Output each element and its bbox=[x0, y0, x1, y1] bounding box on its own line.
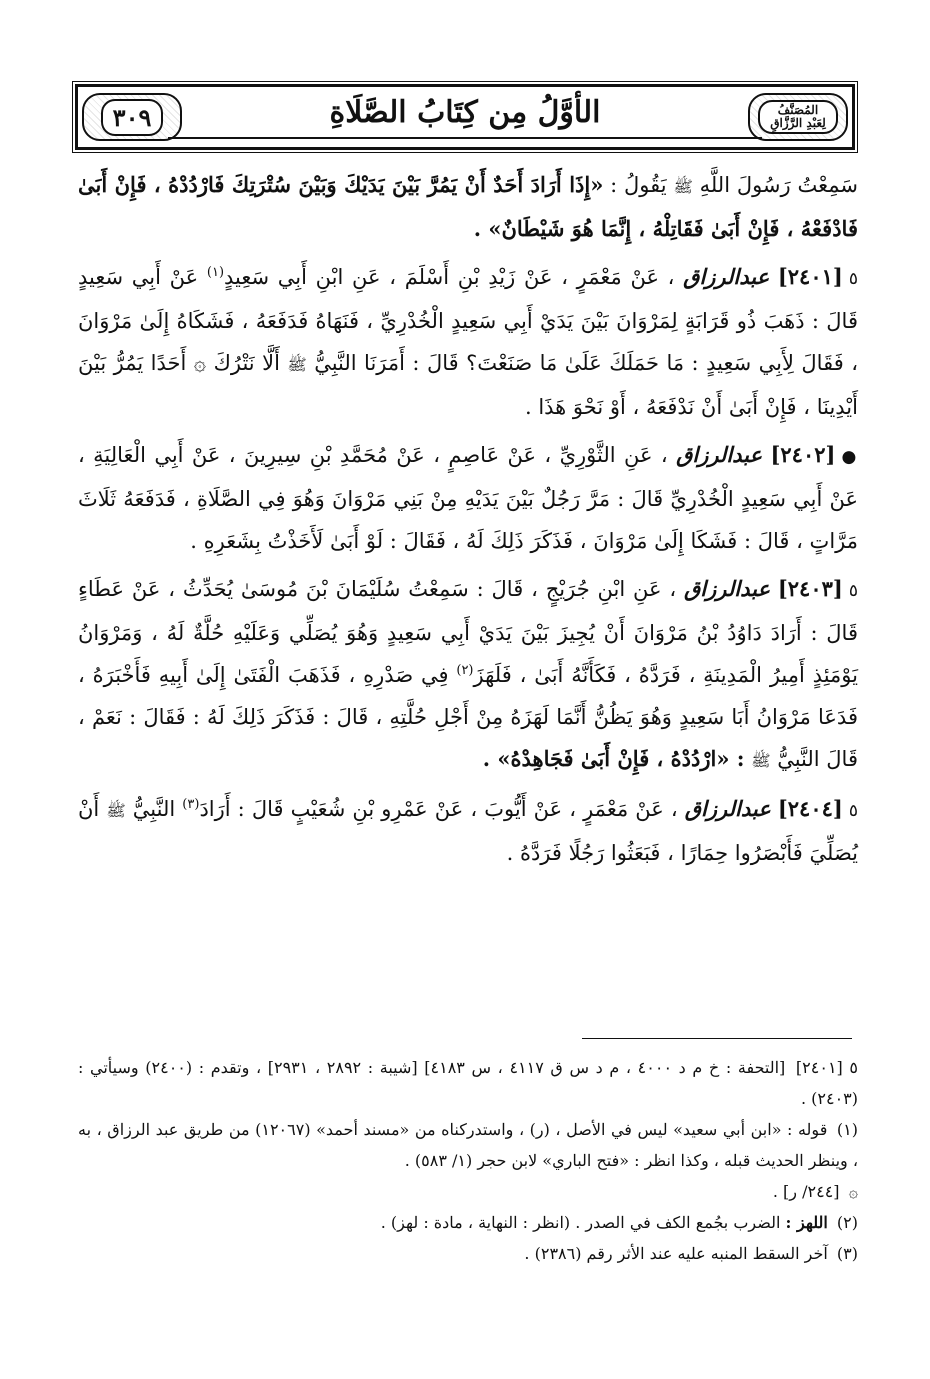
footnote-text: [٢٤٤/ ر] . bbox=[772, 1182, 840, 1201]
intro-text: سَمِعْتُ رَسُولَ اللَّهِ bbox=[699, 173, 858, 197]
salla-glyph: ﷺ bbox=[106, 801, 126, 820]
header-rule bbox=[168, 137, 762, 139]
book-emblem-label bbox=[758, 100, 838, 134]
hadith-marker: ٥ bbox=[848, 581, 858, 601]
footnote-divider bbox=[582, 1038, 852, 1039]
footnotes bbox=[78, 1052, 858, 1269]
hadith-2401 bbox=[78, 256, 858, 428]
salla-glyph: ﷺ bbox=[751, 751, 771, 770]
book-emblem bbox=[748, 93, 848, 141]
hadith-number: [٢٤٠٣] bbox=[777, 576, 843, 601]
footnote-ref[interactable]: (١) bbox=[206, 265, 225, 280]
footnote-number: (٢) bbox=[836, 1213, 858, 1232]
author-name: عبدالرزاق bbox=[684, 796, 771, 821]
emblem-line-1: المُصَنَّفُ bbox=[777, 103, 819, 117]
hadith-2404 bbox=[78, 788, 858, 874]
footnote-ref[interactable]: (٣) bbox=[182, 797, 200, 812]
author-name: عبدالرزاق bbox=[683, 264, 770, 289]
hadith-quote: «إِذَا أَرَادَ أَحَدٌ أَنْ يَمُرَّ بَيْنَ يَدَيْكَ وَبَيْنَ سُتْرَتِكَ فَارْدُدْهُ ، فَإِنْ أَبَىٰ فَادْفَعْهُ ، فَإِنْ أَبَىٰ فَقَاتِلْهُ ، إِنَّمَا هُوَ شَيْطَانٌ» . bbox=[78, 172, 858, 241]
footnote-text: قوله : «ابن أبي سعيد» ليس في الأصل ، (ر) ، واستدركناه من «مسند أحمد» (١٢٠٦٧) من طريق عبد الرزاق ، به ، وينظر الحديث قبله ، وكذا انظر : «فتح الباري» لابن حجر (١/ ٥٨٣) . bbox=[78, 1120, 858, 1170]
isnad-text: ، عَنْ مَعْمَرٍ ، عَنْ زَيْدِ بْنِ أَسْلَمَ ، عَنِ ابْنِ أَبِي سَعِيدٍ bbox=[224, 265, 675, 289]
footnote-3 bbox=[78, 1238, 858, 1269]
salla-glyph: ﷺ bbox=[287, 355, 307, 374]
hadith-text-end: أَنْ يُصَلِّيَ فَأَبْصَرُوا حِمَارًا ، فَبَعَثُوا رَجُلًا فَرَدَّهُ . bbox=[78, 797, 858, 865]
hadith-number: [٢٤٠٢] bbox=[770, 442, 836, 467]
matn-text: عَنْ أَبِي سَعِيدٍ قَالَ : ذَهَبَ ذُو قَرَابَةٍ لِمَرْوَانَ بَيْنَ يَدَيْ أَبِي سَعِيدٍ الْخُدْرِيِّ ، فَنَهَاهُ فَدَفَعَهُ ، فَشَكَاهُ إِلَىٰ مَرْوَانَ ، فَقَالَ لِأَبِي سَعِيدٍ : مَا حَمَلَكَ عَلَىٰ مَا صَنَعْتَ؟ قَالَ : أَمَرَنَا النَّبِيُّ bbox=[78, 265, 858, 375]
footnote-ref[interactable]: (٢) bbox=[456, 663, 474, 678]
footnote-number: (١) bbox=[836, 1120, 858, 1139]
footnote-1 bbox=[78, 1114, 858, 1176]
footnote-text: آخر السقط المنبه عليه عند الأثر رقم (٢٣٨٦) . bbox=[524, 1244, 828, 1263]
emblem-line-2: لِعَبْدِ الرَّزَّاقِ bbox=[770, 116, 826, 130]
hadith-2403 bbox=[78, 568, 858, 782]
matn-text-end: أَلَّا نَتْرُكَ ۞ أَحَدًا يَمُرُّ بَيْنَ أَيْدِينَا ، فَإِنْ أَبَىٰ أَنْ نَدْفَعَهُ ، أَوْ نَحْوَ هَذَا . bbox=[78, 351, 858, 419]
main-text bbox=[78, 164, 858, 880]
yaqul-text: يَقُولُ : bbox=[610, 173, 667, 197]
footnote-text: [التحفة : خ م د ٤٠٠٠ ، م د س ق ٤١١٧ ، س ٤١٨٣] [شيبة : ٢٨٩٢ ، ٢٩٣١] ، وتقدم : (٢٤٠٠) وسيأتي : (٢٤٠٣) . bbox=[78, 1058, 858, 1108]
footnote-text: الضرب بجُمع الكف في الصدر . (انظر : النهاية ، مادة : لهز) . bbox=[380, 1213, 781, 1232]
hadith-text: ، عَنِ الثَّوْرِيِّ ، عَنْ عَاصِمٍ ، عَنْ مُحَمَّدِ بْنِ سِيرِينَ ، عَنْ أَبِي الْعَالِيَةِ ، عَنْ أَبِي سَعِيدٍ الْخُدْرِيِّ قَالَ : مَرَّ رَجُلٌ بَيْنَ يَدَيْهِ مِنْ بَنِي مَرْوَانَ وَهُوَ فِي الصَّلَاةِ ، فَدَفَعَهُ ثَلَاثَ مَرَّاتٍ ، قَالَ : فَشَكَا إِلَىٰ مَرْوَانَ ، فَذَكَرَ ذَلِكَ لَهُ ، فَقَالَ : لَوْ أَبَىٰ لَأَخَذْتُ بِشَعَرِهِ . bbox=[78, 443, 858, 553]
footnote-page-marker bbox=[78, 1176, 858, 1207]
author-name: عبدالرزاق bbox=[676, 442, 763, 467]
chapter-title: الأوَّلُ مِن كِتَابُ الصَّلَاةِ bbox=[329, 95, 601, 130]
hadith-number: [٢٤٠٤] bbox=[777, 796, 843, 821]
hadith-quote: : «ارْدُدْهُ ، فَإِنْ أَبَىٰ فَجَاهِدْهُ» . bbox=[482, 746, 745, 771]
page-header bbox=[75, 84, 855, 150]
page-number: ٣٠٩ bbox=[101, 99, 164, 136]
footnote-2401 bbox=[78, 1052, 858, 1114]
hadith-marker: ● bbox=[841, 447, 859, 467]
continuation-paragraph bbox=[78, 164, 858, 250]
hadith-marker: ٥ bbox=[848, 269, 858, 289]
hadith-2402 bbox=[78, 434, 858, 562]
author-name: عبدالرزاق bbox=[684, 576, 770, 601]
hadith-text-cont: فِي صَدْرِهِ ، فَذَهَبَ الْفَتَىٰ إِلَىٰ أَبِيهِ فَأَخْبَرَهُ ، فَدَعَا مَرْوَانُ أَبَا سَعِيدٍ وَهُوَ يَظُنُّ أَنَّمَا لَهَزَهُ مِنْ أَجْلِ حُلَّتِهِ ، قَالَ : فَذَكَرَ ذَلِكَ لَهُ : فَقَالَ : نَعَمْ ، قَالَ النَّبِيُّ bbox=[78, 663, 858, 771]
footnote-number: ۞ bbox=[848, 1182, 858, 1201]
hadith-number: [٢٤٠١] bbox=[777, 264, 843, 289]
footnote-number: ٥ [٢٤٠١] bbox=[795, 1058, 859, 1077]
footnote-term: اللهز : bbox=[785, 1213, 828, 1232]
hadith-marker: ٥ bbox=[848, 801, 858, 821]
salla-glyph: ﷺ bbox=[673, 177, 693, 196]
hadith-text: ، عَنْ مَعْمَرٍ ، عَنْ أَيُّوبَ ، عَنْ عَمْرِو بْنِ شُعَيْبٍ قَالَ : أَرَادَ bbox=[199, 797, 678, 821]
hadith-text: ، عَنِ ابْنِ جُرَيْجٍ ، قَالَ : سَمِعْتُ سُلَيْمَانَ بْنَ مُوسَىٰ يُحَدِّثُ ، عَنْ عَطَاءٍ قَالَ : أَرَادَ دَاوُدُ بْنُ مَرْوَانَ أَنْ يُجِيزَ بَيْنَ يَدَيْ أَبِي سَعِيدٍ وَهُوَ يُصَلِّي وَعَلَيْهِ حُلَّةٌ لَهُ ، وَمَرْوَانُ يَوْمَئِذٍ أَمِيرُ الْمَدِينَةِ ، فَرَدَّهُ ، فَكَأَنَّهُ أَبَىٰ ، فَلَهَزَ bbox=[78, 577, 858, 687]
hadith-text-cont: النَّبِيُّ bbox=[132, 797, 176, 821]
footnote-2 bbox=[78, 1207, 858, 1238]
page-number-box bbox=[82, 93, 182, 141]
footnote-number: (٣) bbox=[836, 1244, 858, 1263]
